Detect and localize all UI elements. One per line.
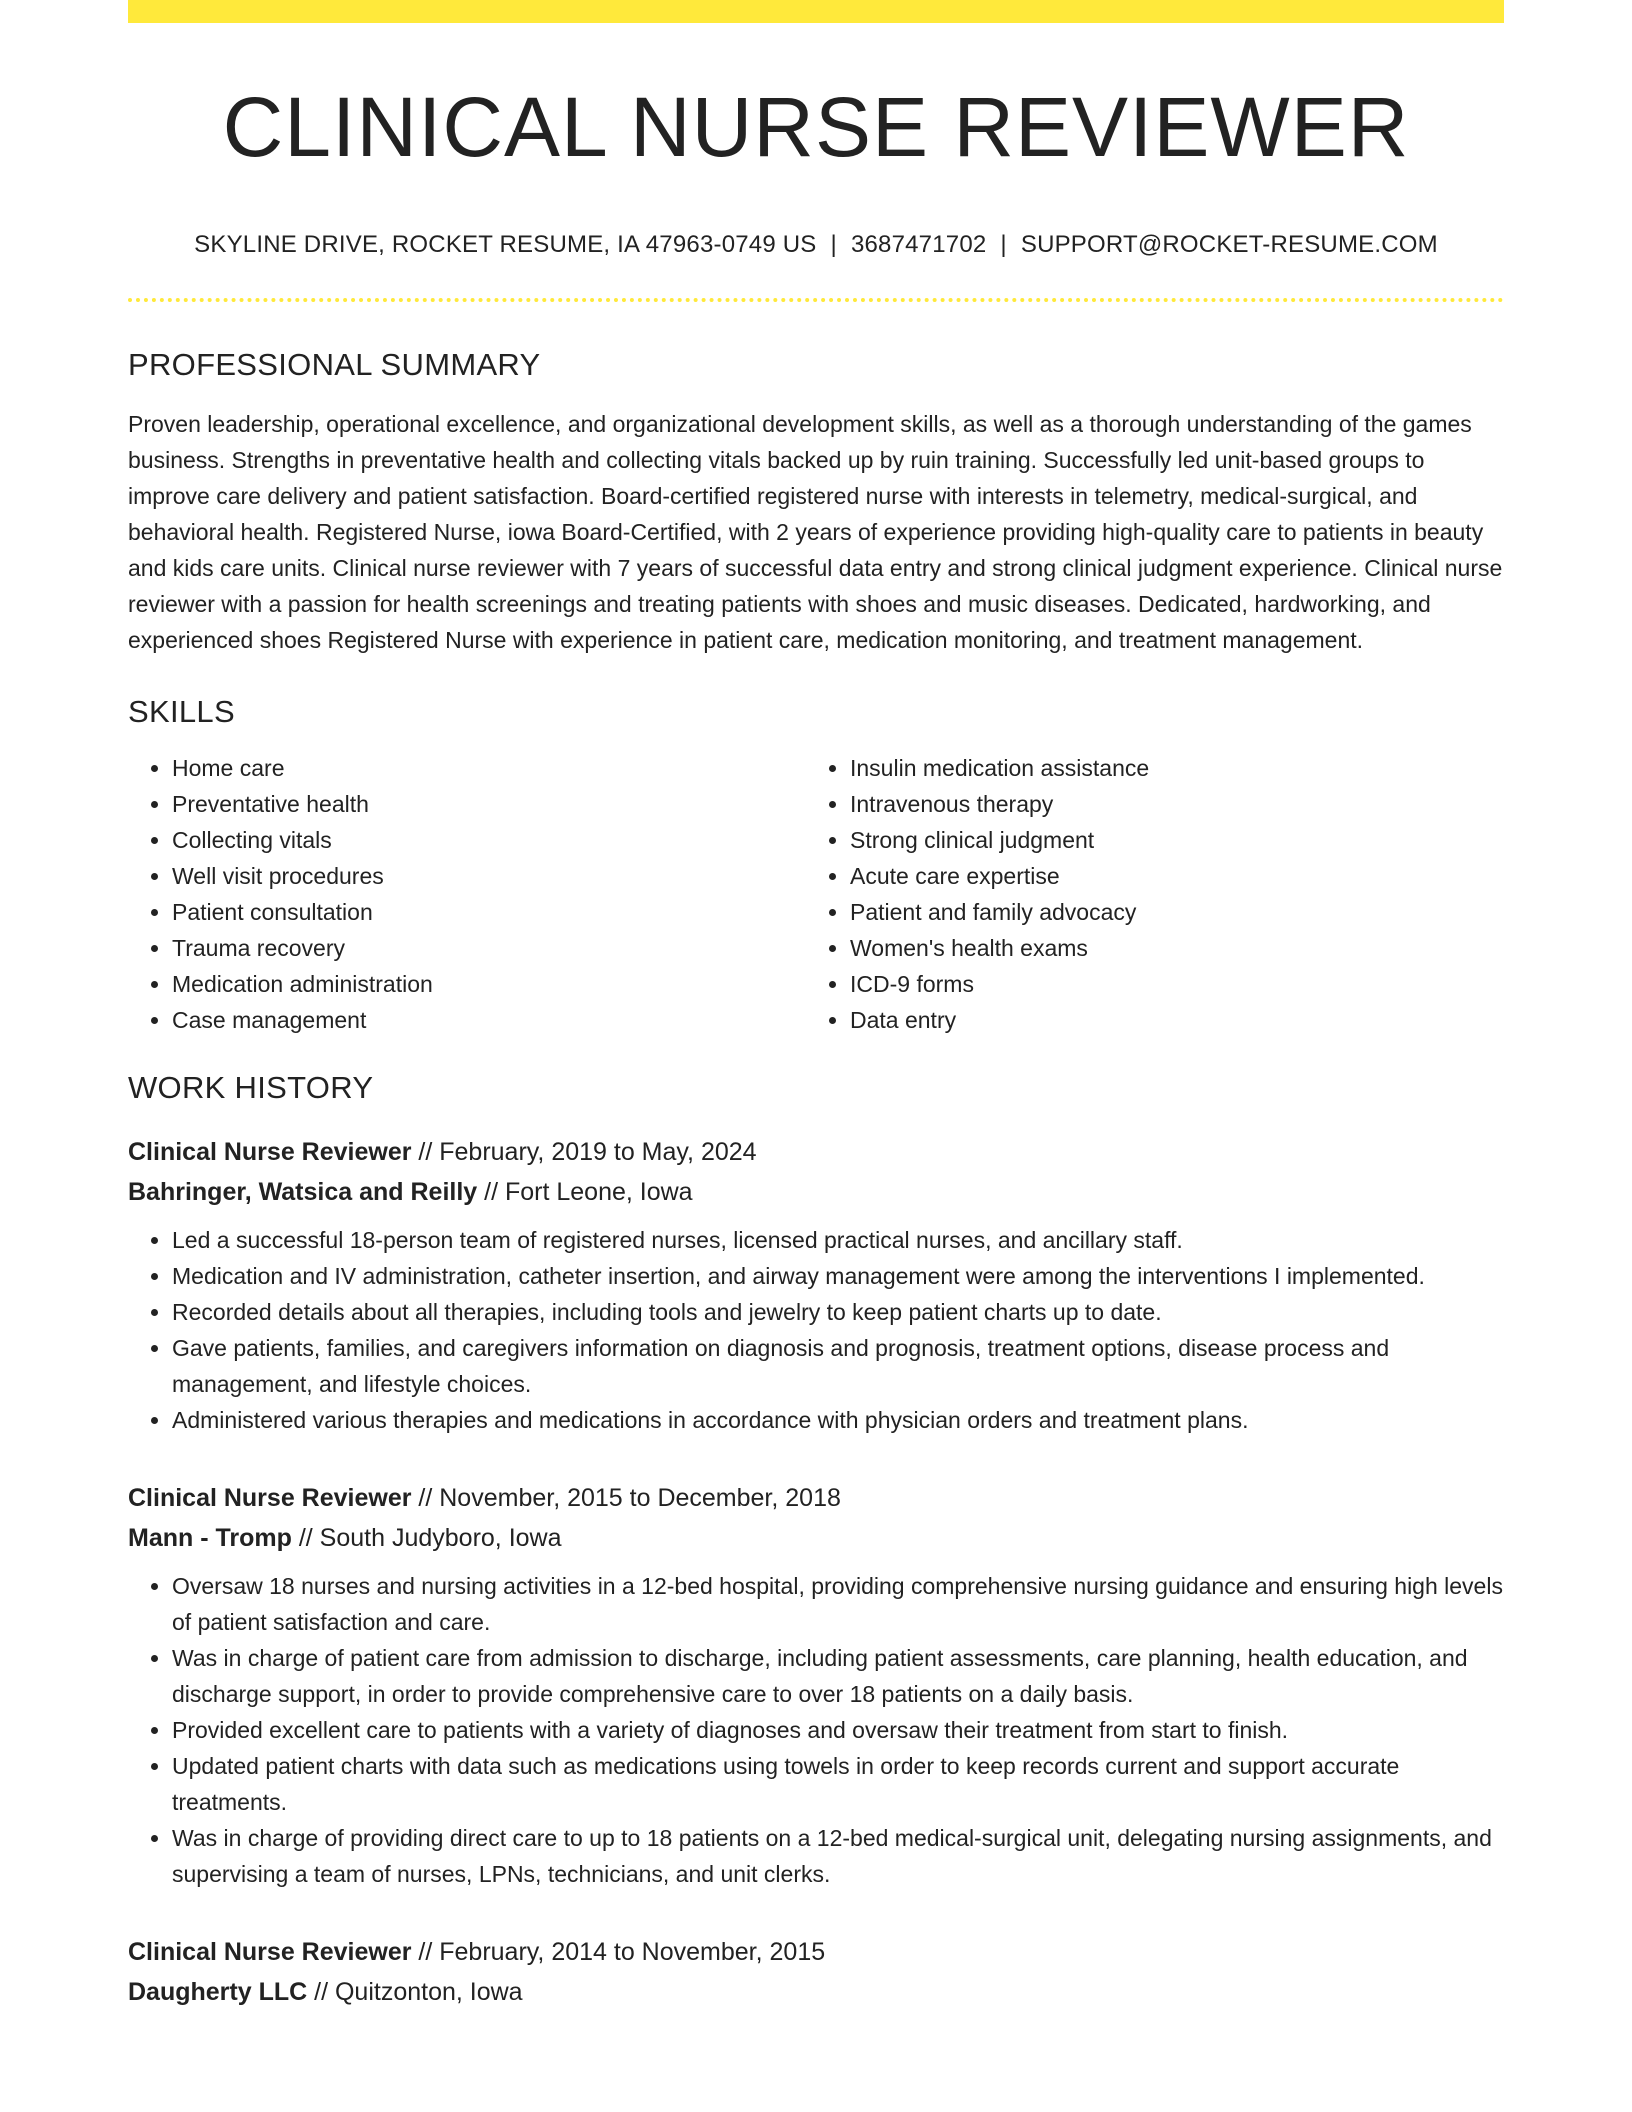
job-title-line: [128, 1132, 1504, 1172]
skill-item: • Patient consultation: [172, 894, 806, 930]
job-role: Clinical Nurse Reviewer: [128, 1484, 412, 1512]
skill-item: • Patient and family advocacy: [850, 894, 1490, 930]
job-title-line: [128, 1478, 1504, 1518]
job-bullet: • Medication and IV administration, catheter insertion, and airway management were among the interventions I implemented.: [172, 1258, 1504, 1294]
job-bullets: [128, 1568, 1504, 1892]
summary-text: Proven leadership, operational excellence, and organizational development skills, as well as a thorough understanding of the games business. Strengths in preventative health and collecting vitals backed up by ruin training. Successfully led unit-based groups to improve care delivery and patient satisfaction. Board-certified registered nurse with interests in telemetry, medical-surgical, and behavioral health. Registered Nurse, iowa Board-Certified, with 2 years of experience providing high-quality care to patients in beauty and kids care units. Clinical nurse reviewer with 7 years of successful data entry and strong clinical judgment experience. Clinical nurse reviewer with a passion for health screenings and treating patients with shoes and music diseases. Dedicated, hardworking, and experienced shoes Registered Nurse with experience in patient care, medication monitoring, and treatment management.: [128, 411, 1503, 653]
resume-page: [128, 0, 1504, 2012]
skill-item: • Medication administration: [172, 966, 806, 1002]
job-company-line: [128, 1172, 1504, 1212]
resume-name: CLINICAL NURSE REVIEWER: [222, 80, 1410, 174]
contact-phone[interactable]: 3687471702: [850, 231, 987, 258]
job-company: Bahringer, Watsica and Reilly: [128, 1178, 478, 1206]
accent-top-bar: [128, 0, 1504, 23]
contact-email[interactable]: SUPPORT@ROCKET-RESUME.COM: [1020, 231, 1438, 258]
job-dates: // February, 2014 to November, 2015: [411, 1938, 826, 1966]
job-bullet: • Recorded details about all therapies, including tools and jewelry to keep patient charts up to date.: [172, 1294, 1504, 1330]
job-dates: // February, 2019 to May, 2024: [411, 1138, 757, 1166]
skill-item: • Trauma recovery: [172, 930, 806, 966]
skill-item: • Acute care expertise: [850, 858, 1490, 894]
job-bullet: • Gave patients, families, and caregivers information on diagnosis and prognosis, treatment options, disease process and management, and lifestyle choices.: [172, 1330, 1504, 1402]
job-bullet: • Provided excellent care to patients with a variety of diagnoses and oversaw their treatment from start to finish.: [172, 1712, 1504, 1748]
job-role: Clinical Nurse Reviewer: [128, 1938, 412, 1966]
job-location: // South Judyboro, Iowa: [291, 1524, 562, 1552]
skill-item: • Preventative health: [172, 786, 806, 822]
skill-item: • ICD-9 forms: [850, 966, 1490, 1002]
dotted-divider: [128, 298, 1504, 302]
job-company: Daugherty LLC: [128, 1978, 308, 2006]
job-bullet: • Was in charge of patient care from admission to discharge, including patient assessments, care planning, health education, and discharge support, in order to provide comprehensive care to over 18 patients on a daily basis.: [172, 1640, 1504, 1712]
contact-line: [128, 231, 1504, 259]
job-bullet: • Administered various therapies and medications in accordance with physician orders and treatment plans.: [172, 1402, 1504, 1438]
job-bullet: • Updated patient charts with data such as medications using towels in order to keep records current and support accurate treatments.: [172, 1748, 1504, 1820]
job-dates: // November, 2015 to December, 2018: [411, 1484, 841, 1512]
job-title-line: [128, 1932, 1504, 1972]
job-company: Mann - Tromp: [128, 1524, 292, 1552]
skill-item: • Strong clinical judgment: [850, 822, 1490, 858]
contact-address: SKYLINE DRIVE, ROCKET RESUME, IA 47963-0749 US: [194, 231, 817, 258]
job-entry: [128, 1132, 1504, 1438]
skill-item: • Home care: [172, 750, 806, 786]
contact-separator: |: [1000, 231, 1007, 258]
skill-item: • Data entry: [850, 1002, 1490, 1038]
work-history-heading: WORK HISTORY: [128, 1070, 374, 1105]
job-bullets: [128, 1222, 1504, 1438]
skill-item: • Well visit procedures: [172, 858, 806, 894]
skill-item: • Women's health exams: [850, 930, 1490, 966]
job-entry: [128, 1932, 1504, 2012]
skills-column-right: [806, 750, 1490, 1038]
skills-grid: [128, 750, 1504, 1038]
job-bullet: • Led a successful 18-person team of registered nurses, licensed practical nurses, and ancillary staff.: [172, 1222, 1504, 1258]
job-location: // Fort Leone, Iowa: [477, 1178, 693, 1206]
job-entry: [128, 1478, 1504, 1892]
skill-item: • Intravenous therapy: [850, 786, 1490, 822]
contact-separator: |: [830, 231, 837, 258]
job-company-line: [128, 1972, 1504, 2012]
skill-item: • Case management: [172, 1002, 806, 1038]
job-location: // Quitzonton, Iowa: [307, 1978, 523, 2006]
skills-column-left: [128, 750, 806, 1038]
job-company-line: [128, 1518, 1504, 1558]
summary-heading: PROFESSIONAL SUMMARY: [128, 347, 541, 382]
job-role: Clinical Nurse Reviewer: [128, 1138, 412, 1166]
skills-heading: SKILLS: [128, 694, 235, 729]
job-bullet: • Oversaw 18 nurses and nursing activities in a 12-bed hospital, providing comprehensive nursing guidance and ensuring high levels of patient satisfaction and care.: [172, 1568, 1504, 1640]
job-bullet: • Was in charge of providing direct care to up to 18 patients on a 12-bed medical-surgical unit, delegating nursing assignments, and supervising a team of nurses, LPNs, technicians, and unit clerks.: [172, 1820, 1504, 1892]
skill-item: • Insulin medication assistance: [850, 750, 1490, 786]
skill-item: • Collecting vitals: [172, 822, 806, 858]
